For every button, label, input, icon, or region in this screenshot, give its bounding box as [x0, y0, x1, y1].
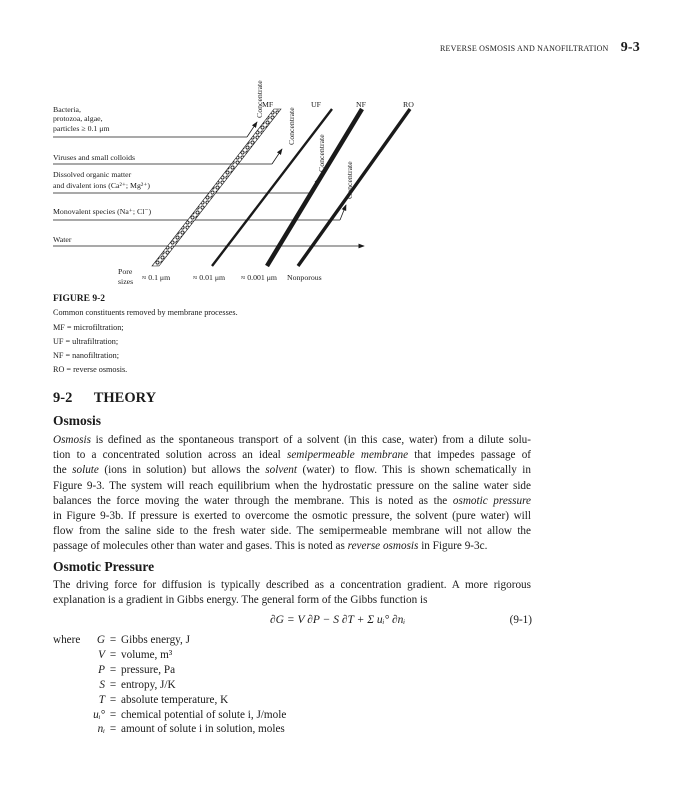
pore-sizes: [118, 267, 322, 286]
text-run: balances the force moving the water through the membrane. This is noted as the: [53, 494, 453, 507]
emphasized-term: Osmosis: [53, 434, 91, 446]
section-heading: [53, 390, 156, 407]
variable-lead: [53, 678, 87, 693]
figure-title: FIGURE 9-2: [53, 294, 105, 304]
equals-sign: =: [109, 663, 117, 676]
osmosis-line: [53, 539, 531, 554]
row-label-water: Water: [53, 235, 72, 244]
variable-symbol: nᵢ: [97, 723, 105, 736]
gibbs-equation: ∂G = V ∂P − S ∂T + Σ uᵢ° ∂nᵢ: [270, 614, 406, 626]
text-run: in Figure 9-3c.: [418, 540, 488, 553]
row-label-dissolved: [53, 170, 150, 190]
abbrev-uf: UF = ultrafiltration;: [53, 336, 119, 346]
equals-sign: =: [109, 678, 117, 691]
row-label-bacteria-l1: Bacteria,: [53, 105, 81, 114]
variable-symbol: V: [98, 648, 105, 661]
variable-row: [53, 693, 286, 708]
row-label-bacteria-l2: protozoa, algae,: [53, 114, 103, 123]
pore-size-mf: ≈ 0.1 μm: [142, 273, 171, 282]
variable-definition: amount of solute i in solution, moles: [121, 723, 285, 736]
abbrev-mf: MF = microfiltration;: [53, 322, 124, 332]
figure-9-2: [0, 0, 689, 300]
variable-definition: chemical potential of solute i, J/mole: [121, 708, 287, 721]
text-run: passage of molecules other than water and gases. This is noted as: [53, 540, 348, 553]
pore-label-l2: sizes: [118, 277, 134, 286]
abbrev-ro: RO = reverse osmosis.: [53, 365, 128, 375]
variable-symbol: G: [96, 634, 105, 646]
variable-lead: [53, 693, 87, 708]
section-number: 9-2: [53, 390, 73, 406]
running-head-title: REVERSE OSMOSIS AND NANOFILTRATION: [440, 44, 609, 53]
osmosis-line: [53, 524, 531, 539]
concentrate-arrows: [247, 122, 346, 220]
variable-row: [53, 708, 286, 723]
mf-membrane: [152, 109, 281, 266]
pore-size-nf: ≈ 0.001 μm: [241, 273, 277, 282]
process-label-mf: MF: [262, 100, 274, 109]
variable-lead: [53, 708, 87, 723]
row-label-bacteria: [53, 105, 110, 133]
concentrate-label-ro: Concentrate: [345, 161, 354, 199]
text-run: Figure 9-3. The system will reach equilibrium when the hydrostatic pressure on the saline water side: [53, 479, 531, 492]
osmosis-line: [53, 494, 531, 509]
concentrate-label-uf: Concentrate: [287, 107, 296, 145]
variable-definition: Gibbs energy, J: [121, 634, 190, 646]
variable-row: [53, 648, 286, 663]
text-run: explanation is a gradient in Gibbs energy. The general form of the Gibbs function is: [53, 594, 428, 607]
osmosis-line: [53, 448, 531, 463]
section-title: THEORY: [93, 390, 157, 406]
osmotic-pressure-paragraph: [53, 578, 531, 608]
osmosis-line: [53, 463, 531, 478]
page-number: 9-3: [620, 40, 640, 55]
row-label-dissolved-l1: Dissolved organic matter: [53, 170, 132, 179]
text-run: (ions in solution) but allows the: [98, 464, 266, 477]
row-label-viruses: Viruses and small colloids: [53, 153, 136, 162]
variable-definition: entropy, J/K: [121, 678, 176, 691]
variable-row: [53, 678, 286, 693]
equals-sign: =: [109, 648, 117, 661]
text-run: The driving force for diffusion is typically described as a concentration gradient. A more rigorous: [53, 579, 531, 591]
abbrev-nf: NF = nanofiltration;: [53, 351, 120, 361]
osmotic-pressure-line: [53, 578, 531, 593]
osmotic-pressure-heading: Osmotic Pressure: [53, 559, 155, 574]
pore-size-uf: ≈ 0.01 μm: [193, 273, 226, 282]
variable-symbol: uᵢ°: [93, 708, 105, 721]
osmosis-heading: Osmosis: [53, 413, 102, 428]
osmosis-line: [53, 509, 531, 524]
variable-lead: [53, 722, 87, 737]
emphasized-term: osmotic pressure: [452, 494, 531, 507]
variable-symbol: T: [98, 693, 105, 706]
concentrate-arrow-uf: [272, 149, 282, 164]
osmosis-paragraph: [53, 433, 531, 555]
emphasized-term: solute: [72, 464, 99, 477]
process-label-nf: NF: [356, 100, 366, 109]
process-label-ro: RO: [403, 100, 414, 109]
variable-row: [53, 722, 286, 737]
text-run: in Figure 9-3b. If pressure is exerted to overcome the osmotic pressure, the solvent (pure water) will: [53, 510, 531, 523]
text-run: that impedes passage of: [408, 449, 532, 462]
variable-row: [53, 633, 286, 648]
concentrate-label-nf: Concentrate: [317, 134, 326, 172]
variable-list: [53, 633, 286, 737]
text-run: is defined as the spontaneous transport of a solvent (in this case, water) from a dilute solu-: [90, 434, 531, 446]
emphasized-term: solvent: [265, 464, 297, 477]
concentrate-labels: [255, 80, 354, 199]
equals-sign: =: [109, 634, 117, 646]
equation-number: (9-1): [509, 614, 532, 626]
emphasized-term: reverse osmosis: [347, 540, 419, 553]
variable-lead: [53, 663, 87, 678]
emphasized-term: semipermeable membrane: [286, 449, 409, 462]
variable-definition: absolute temperature, K: [121, 693, 229, 706]
pore-size-ro: Nonporous: [287, 273, 322, 282]
row-label-monovalent: Monovalent species (Na⁺; Cl⁻): [53, 207, 152, 216]
variable-lead: where: [53, 634, 81, 646]
osmotic-pressure-line: [53, 593, 531, 608]
figure-caption: [53, 292, 453, 378]
pore-label-l1: Pore: [118, 267, 133, 276]
process-label-uf: UF: [311, 100, 321, 109]
row-label-bacteria-l3: particles ≥ 0.1 μm: [53, 124, 110, 133]
row-label-dissolved-l2: and divalent ions (Ca²⁺; Mg²⁺): [53, 181, 150, 190]
variable-row: [53, 663, 286, 678]
variable-definition: pressure, Pa: [121, 663, 176, 676]
equals-sign: =: [109, 723, 117, 736]
text-run: the: [53, 464, 73, 477]
osmosis-line: [53, 433, 531, 448]
variable-symbol: P: [98, 663, 105, 676]
equals-sign: =: [109, 708, 117, 721]
figure-caption-text: Common constituents removed by membrane processes.: [53, 308, 238, 318]
process-labels: [262, 100, 414, 109]
variable-definition: volume, m³: [121, 648, 173, 661]
equals-sign: =: [109, 693, 117, 706]
text-run: (water) to flow. This is shown schematically in: [297, 464, 531, 477]
variable-lead: [53, 648, 87, 663]
text-run: flow from the saline side to the fresh water side. The semipermeable membrane will not allow the: [53, 525, 531, 538]
text-run: tion to a concentrated solution across an ideal: [53, 449, 287, 462]
concentrate-label-mf: Concentrate: [255, 80, 264, 118]
variable-symbol: S: [99, 678, 105, 691]
osmosis-line: [53, 479, 531, 494]
